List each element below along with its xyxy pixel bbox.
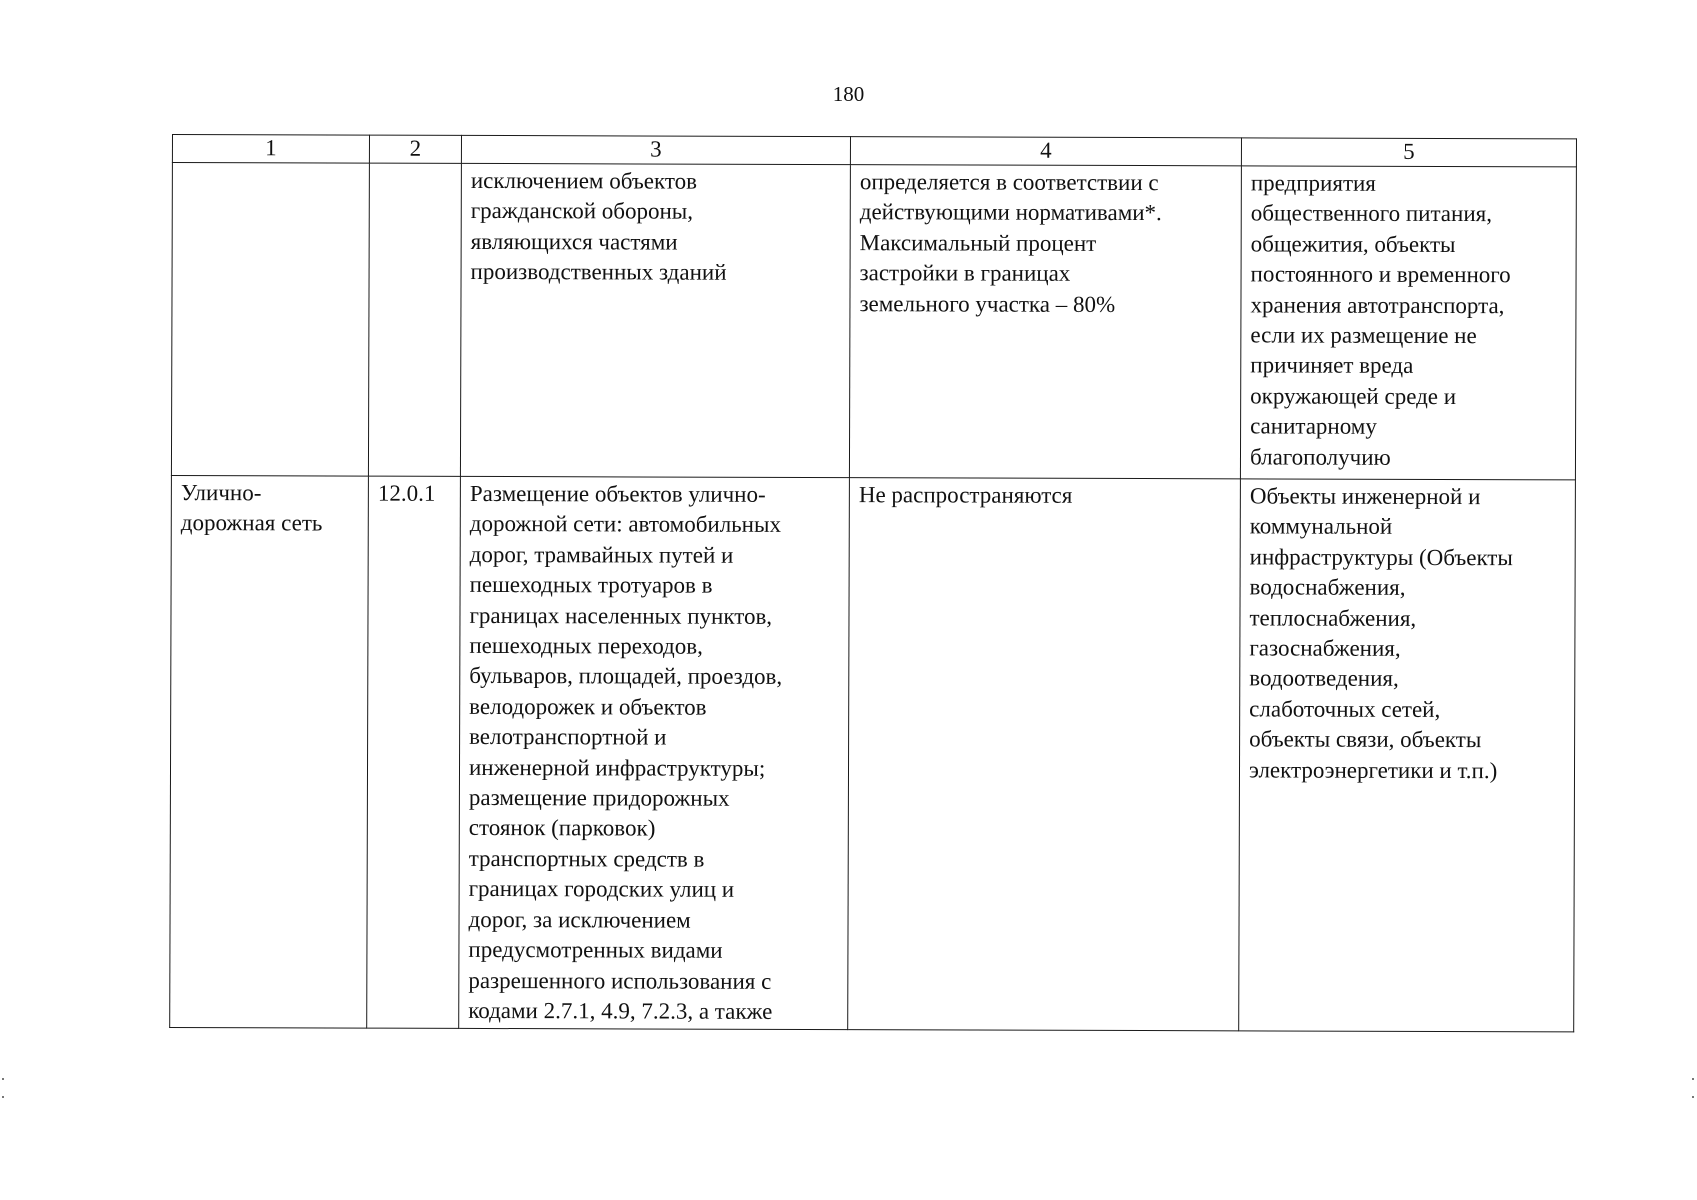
parameters-cell: определяется в соответствии с действующими нормативами*. Максимальный процент застройки в границах земельного участка – 80% [849,165,1241,479]
scan-mark-right [1692,1078,1694,1098]
zoning-table [169,134,1577,1033]
use-name-cell: Улично- дорожная сеть [170,475,369,1028]
scan-mark-left [2,1078,4,1098]
table-header-row [172,135,1576,167]
column-header-2: 2 [369,135,461,163]
table-row [171,163,1576,480]
auxiliary-uses-cell: предприятия общественного питания, общежития, объекты постоянного и временного хранения автотранспорта, если их размещение не причиняет вреда окружающей среде и санитарному благополучию [1240,166,1576,480]
use-name-cell [171,163,369,477]
auxiliary-uses-cell: Объекты инженерной и коммунальной инфраструктуры (Объекты водоснабжения, теплоснабжения, газоснабжения, водоотведения, слаботочных сетей, объекты связи, объекты электроэнергетики и т.п.) [1239,479,1576,1032]
column-header-1: 1 [172,135,369,164]
use-code-cell [368,163,461,476]
use-description-cell: исключением объектов гражданской обороны, являющихся частями производственных зданий [460,163,850,477]
use-code-cell: 12.0.1 [367,476,461,1029]
parameters-cell: Не распространяются [848,478,1241,1032]
column-header-3: 3 [461,135,850,164]
page-number: 180 [832,82,865,106]
use-description-cell: Размещение объектов улично- дорожной сети: автомобильных дорог, трамвайных путей и пешеходных тротуаров в границах населенных пунктов, пешеходных переходов, бульваров, площадей, проездов, велодорожек и объектов велотранспортной и инженерной инфраструктуры; размещение придорожных стоянок (парковок) транспортных средств в границах городских улиц и дорог, за исключением предусмотренных видами разрешенного использования с кодами 2.7.1, 4.9, 7.2.3, а также [459,476,850,1030]
column-header-5: 5 [1241,138,1576,167]
column-header-4: 4 [850,137,1241,166]
table-row [170,475,1576,1032]
